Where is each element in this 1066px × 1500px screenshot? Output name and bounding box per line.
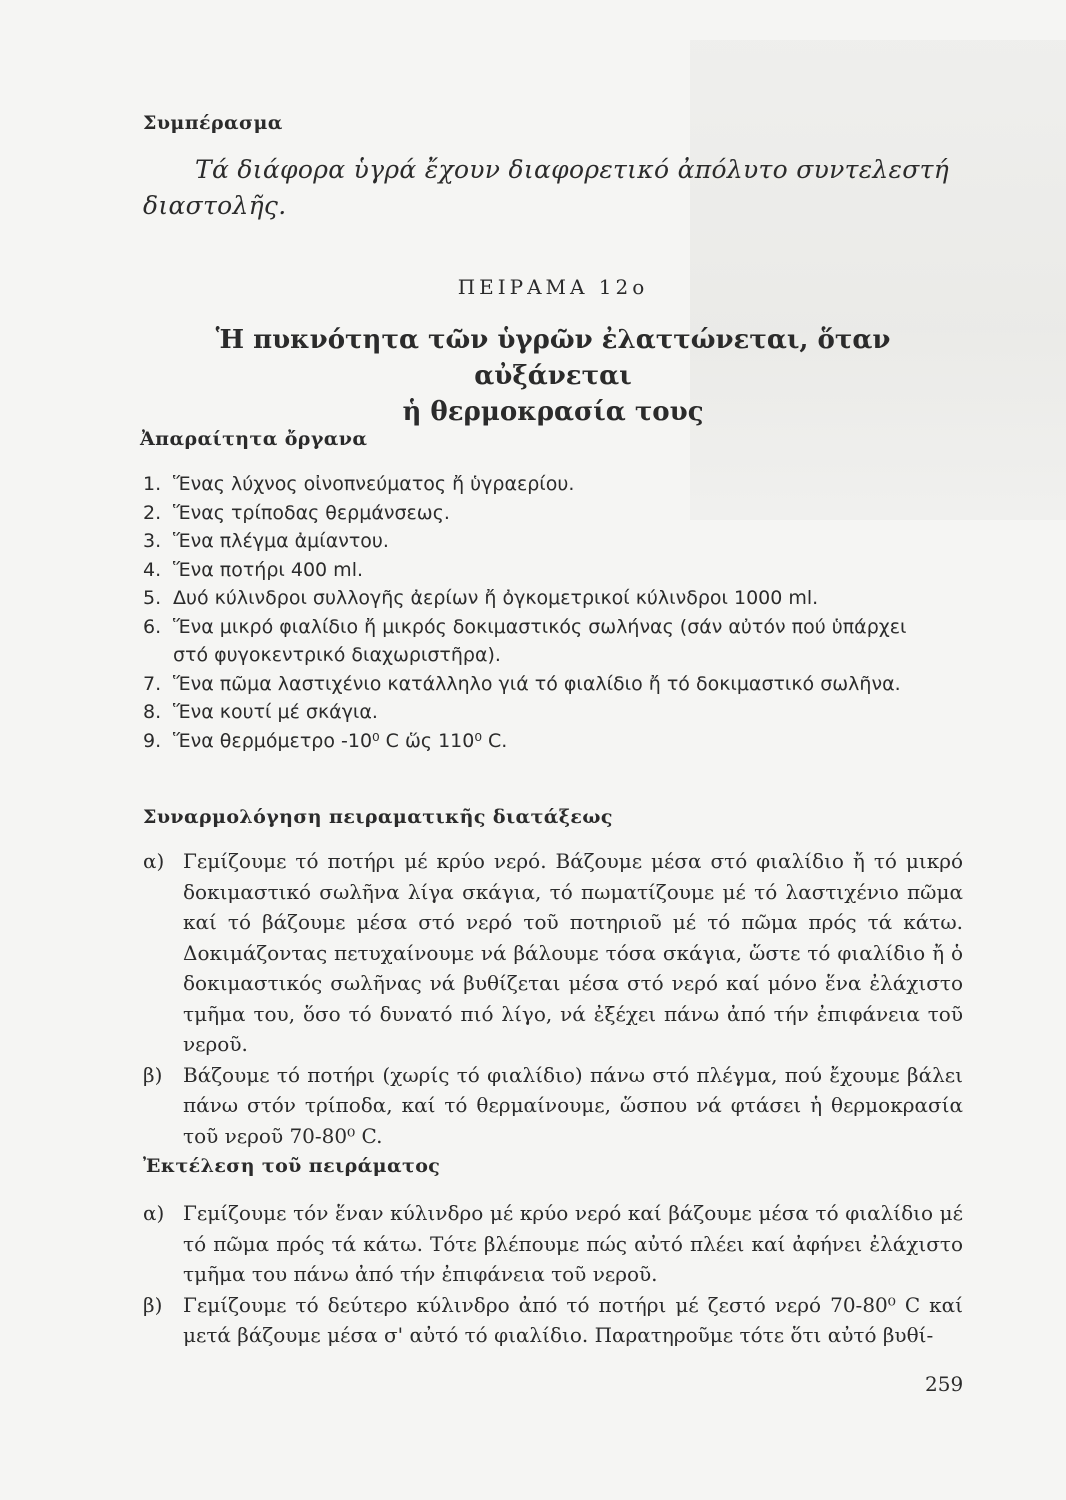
execution-step <box>143 1198 963 1290</box>
equipment-item <box>143 613 973 670</box>
equipment-item-number: 4. <box>143 558 162 581</box>
execution-step-label: β) <box>143 1292 163 1317</box>
equipment-item-text: Ἕνας λύχνος οἰνοπνεύματος ἤ ὑγραερίου. <box>173 473 575 495</box>
equipment-item <box>143 670 973 699</box>
conclusion-heading: Συμπέρασμα <box>143 112 283 134</box>
assembly-steps <box>143 846 963 1151</box>
equipment-item <box>143 556 973 585</box>
assembly-step <box>143 1060 963 1152</box>
experiment-title <box>143 322 963 430</box>
equipment-item <box>143 527 973 556</box>
execution-step <box>143 1290 963 1351</box>
equipment-item-text: Ἕνα θερμόμετρο -10⁰ C ὥς 110⁰ C. <box>173 729 508 752</box>
equipment-item <box>143 584 973 613</box>
execution-heading: Ἐκτέλεση τοῦ πειράματος <box>143 1155 441 1177</box>
equipment-item-number: 7. <box>143 672 162 695</box>
equipment-item-continuation: στό φυγοκεντρικό διαχωριστῆρα). <box>173 644 501 666</box>
assembly-step-text: Βάζουμε τό ποτήρι (χωρίς τό φιαλίδιο) πάνω στό πλέγμα, πού ἔχουμε βάλει πάνω στόν τρίποδα, καί τό θερμαίνουμε, ὥσπου νά φτάσει ἡ θερμοκρασία τοῦ νεροῦ 70-80⁰ C. <box>183 1062 963 1148</box>
equipment-item-number: 9. <box>143 729 162 752</box>
page-number: 259 <box>925 1372 964 1396</box>
equipment-item-number: 8. <box>143 701 162 723</box>
execution-step-text: Γεμίζουμε τόν ἕναν κύλινδρο μέ κρύο νερό καί βάζουμε μέσα τό φιαλίδιο μέ τό πῶμα πρός τά κάτω. Τότε βλέπουμε πώς αὐτό πλέει καί ἀφήνει ἐλάχιστο τμῆμα του πάνω ἀπό τήν ἐπιφάνεια τοῦ νεροῦ. <box>183 1201 963 1286</box>
experiment-title-line-2: ἡ θερμοκρασία τους <box>402 397 704 427</box>
execution-steps <box>143 1198 963 1351</box>
equipment-heading: Ἀπαραίτητα ὄργανα <box>140 428 368 450</box>
equipment-item-number: 6. <box>143 615 162 638</box>
assembly-heading: Συναρμολόγηση πειραματικῆς διατάξεως <box>143 806 613 828</box>
equipment-item <box>143 727 973 756</box>
equipment-item-number: 1. <box>143 473 162 495</box>
execution-step-text: Γεμίζουμε τό δεύτερο κύλινδρο ἀπό τό ποτήρι μέ ζεστό νερό 70-80⁰ C καί μετά βάζουμε μέσα σ' αὐτό τό φιαλίδιο. Παρατηροῦμε τότε ὅτι αὐτό βυθί- <box>183 1292 963 1347</box>
equipment-item <box>143 470 973 499</box>
assembly-step <box>143 846 963 1060</box>
equipment-item-text: Ἕνα κουτί μέ σκάγια. <box>173 701 378 723</box>
equipment-item-text: Δυό κύλινδροι συλλογῆς ἀερίων ἤ ὀγκομετρικοί κύλινδροι 1000 ml. <box>173 587 819 609</box>
equipment-item-text: Ἕνα πῶμα λαστιχένιο κατάλληλο γιά τό φιαλίδιο ἤ τό δοκιμαστικό σωλῆνα. <box>173 672 901 695</box>
assembly-step-text: Γεμίζουμε τό ποτήρι μέ κρύο νερό. Βάζουμε μέσα στό φιαλίδιο ἤ τό μικρό δοκιμαστικό σωλῆνα λίγα σκάγια, τό πωματίζουμε μέ τό λαστιχένιο πῶμα καί τό βάζουμε μέσα στό νερό τοῦ ποτηριοῦ μέ τό πῶμα πρός τά κάτω. Δοκιμάζοντας πετυχαίνουμε νά βάλουμε τόσα σκάγια, ὥστε τό φιαλίδιο ἤ ὁ δοκιμαστικός σωλῆνας νά βυθίζεται μέσα στό νερό καί μόνο ἕνα ἐλάχιστο τμῆμα του, ὅσο τό δυνατό πιό λίγο, νά ἐξέχει πάνω ἀπό τήν ἐπιφάνεια τοῦ νεροῦ. <box>183 849 963 1056</box>
equipment-item-number: 2. <box>143 501 162 524</box>
conclusion-text: Τά διάφορα ὑγρά ἔχουν διαφορετικό ἀπόλυτο συντελεστή διαστολῆς. <box>143 155 950 220</box>
equipment-item-number: 3. <box>143 530 162 552</box>
equipment-item-text: Ἕνα πλέγμα ἀμίαντου. <box>173 530 389 552</box>
equipment-list <box>143 470 973 755</box>
equipment-item <box>143 698 973 727</box>
execution-step-label: α) <box>143 1201 165 1225</box>
equipment-item-number: 5. <box>143 587 162 609</box>
equipment-item <box>143 499 973 528</box>
assembly-step-label: α) <box>143 849 165 873</box>
equipment-item-text: Ἕνα μικρό φιαλίδιο ἤ μικρός δοκιμαστικός σωλήνας (σάν αὐτόν πού ὑπάρχει <box>173 615 907 638</box>
assembly-step-label: β) <box>143 1062 163 1087</box>
equipment-item-text: Ἕνας τρίποδας θερμάνσεως. <box>173 501 450 524</box>
experiment-title-line-1: Ἡ πυκνότητα τῶν ὑγρῶν ἐλαττώνεται, ὅταν αὐξάνεται <box>215 325 891 391</box>
experiment-label: ΠΕΙΡΑΜΑ 12ο <box>457 275 649 299</box>
equipment-item-text: Ἕνα ποτήρι 400 ml. <box>173 558 364 581</box>
